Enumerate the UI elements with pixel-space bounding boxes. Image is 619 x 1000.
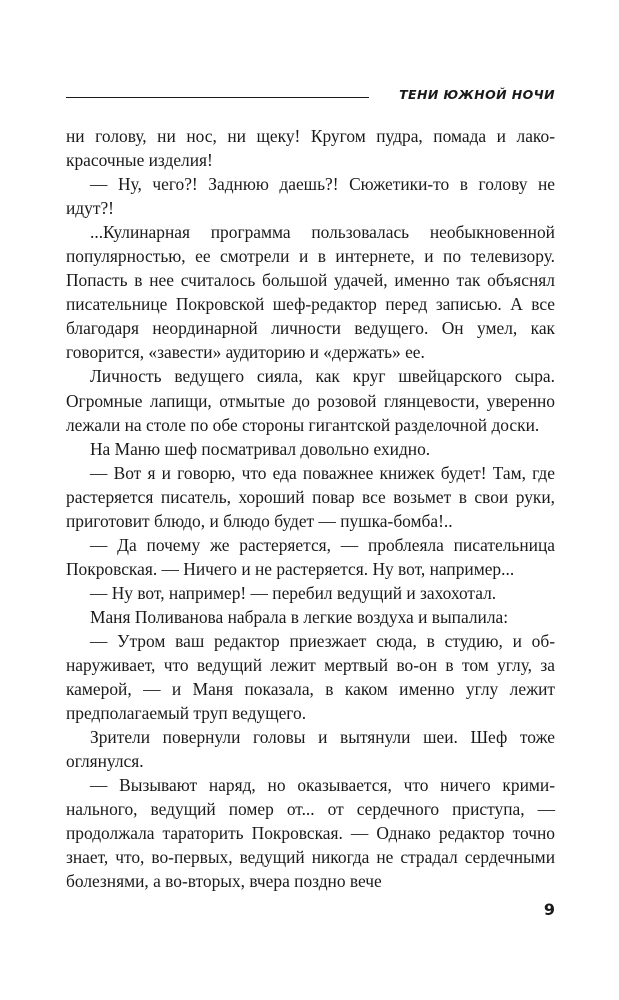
paragraph: — Ну, чего?! Заднюю даешь?! Сюжетики-то в голову не идут?! — [66, 174, 555, 219]
header-rule — [66, 97, 369, 98]
running-title: ТЕНИ ЮЖНОЙ НОЧИ — [399, 87, 555, 102]
paragraph: Личность ведущего сияла, как круг швейцарского сыра. Огромные лапищи, отмытые до розовой глянцевости, уверенно лежали на столе по обе стороны гигантской разделочной доски. — [66, 366, 555, 435]
page-number: 9 — [543, 900, 555, 919]
paragraph: Зрители повернули головы и вытянули шеи. Шеф тоже оглянулся. — [66, 727, 555, 772]
paragraph: — Ну вот, например! — перебил ведущий и захохотал. — [90, 582, 497, 603]
paragraph: — Да почему же растеряется, — проблеяла писательница Покровская. — Ничего и не растеряется. Ну вот, например... — [66, 534, 555, 579]
paragraph: ...Кулинарная программа пользовалась необыкновенной популярностью, ее смотрели и в интернете, и по телевизору. Попасть в нее считалось большой удачей, именно так объяснял писательнице Покровской шеф-редактор перед записью. А все благодаря неординарной личности ведущего. Он умел, как говорится, «завести» аудиторию и «держать» ее. — [66, 222, 555, 363]
paragraph: — Утром ваш редактор приезжает сюда, в студию, и обнаруживает, что ведущий лежит мертвый во-он в том углу, за камерой, — и Маня показала, в каком именно углу лежит предполагаемый труп ведущего. — [66, 630, 555, 724]
paragraph: — Вот я и говорю, что еда поважнее книжек будет! Там, где растеряется писатель, хороший повар все возьмет в свои руки, приготовит блюдо, и блюдо будет — пушка-бомба!.. — [66, 462, 555, 531]
paragraph: На Маню шеф посматривал довольно ехидно. — [90, 438, 431, 459]
running-header — [66, 80, 555, 102]
body-text — [66, 124, 555, 894]
paragraph: — Вызывают наряд, но оказывается, что ничего криминального, ведущий помер от... от сердечного приступа, — продолжала тараторить Покровская. — Однако редактор точно знает, что, во-первых, ведущий никогда не страдал сердечными болезнями, а во-вторых, вчера поздно вече — [66, 775, 555, 892]
paragraph: ни голову, ни нос, ни щеку! Кругом пудра, помада и лакокрасочные изделия! — [66, 126, 555, 171]
paragraph: Маня Поливанова набрала в легкие воздуха и выпалила: — [90, 606, 509, 627]
